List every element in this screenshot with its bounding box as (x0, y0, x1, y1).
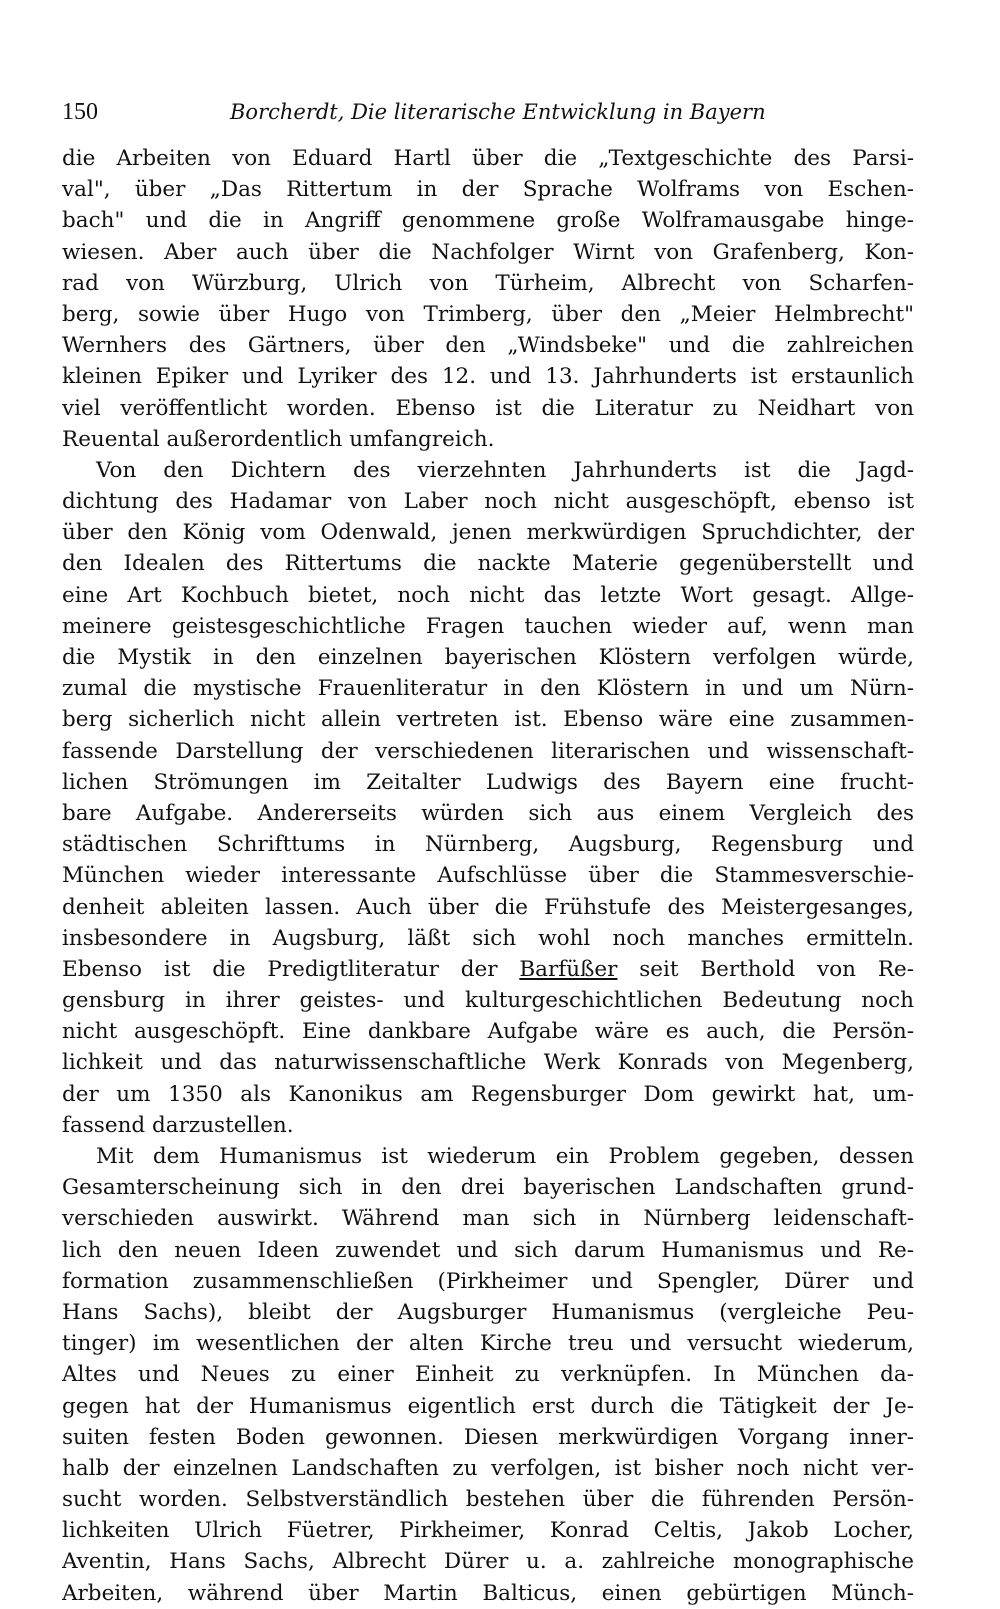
text-line: Wernhers des Gärtners, über den „Windsbeke" und die zahlreichen (62, 333, 914, 359)
text-line: verschieden auswirkt. Während man sich in Nürnberg leidenschaft- (62, 1206, 914, 1232)
text-line-with-underline (62, 954, 914, 985)
text-line: Hans Sachs), bleibt der Augsburger Humanismus (vergleiche Peu- (62, 1299, 914, 1325)
text-line: val", über „Das Rittertum in der Sprache Wolframs von Eschen- (62, 177, 914, 203)
text-line: rad von Würzburg, Ulrich von Türheim, Albrecht von Scharfen- (62, 270, 914, 296)
text-line: viel veröffentlicht worden. Ebenso ist die Literatur zu Neidhart von (62, 395, 914, 421)
text-line: Reuental außerordentlich umfangreich. (62, 426, 495, 452)
text-line: sucht worden. Selbstverständlich bestehen über die führenden Persön- (62, 1487, 914, 1513)
text-line: kleinen Epiker und Lyriker des 12. und 13. Jahrhunderts ist erstaunlich (62, 364, 914, 390)
book-page (62, 92, 914, 1606)
running-head (62, 92, 914, 132)
text-line: gegen hat der Humanismus eigentlich erst durch die Tätigkeit der Je- (62, 1393, 914, 1419)
text-line: Gesamterscheinung sich in den drei bayerischen Landschaften grund- (62, 1175, 914, 1201)
text-line: meinere geistesgeschichtliche Fragen tauchen wieder auf, wenn man (62, 613, 914, 639)
text-line: berg, sowie über Hugo von Trimberg, über den „Meier Helmbrecht" (62, 301, 914, 327)
text-line: gensburg in ihrer geistes- und kulturgeschichtlichen Bedeutung noch (62, 988, 914, 1014)
text-line: wiesen. Aber auch über die Nachfolger Wirnt von Grafenberg, Kon- (62, 239, 914, 265)
text-line: suiten festen Boden gewonnen. Diesen merkwürdigen Vorgang inner- (62, 1424, 914, 1450)
text-line: dichtung des Hadamar von Laber noch nicht ausgeschöpft, ebenso ist (62, 489, 914, 515)
body-text (62, 143, 914, 1609)
paragraph-start-line: Von den Dichtern des vierzehnten Jahrhunderts ist die Jagd- (96, 457, 914, 483)
text-line: Aventin, Hans Sachs, Albrecht Dürer u. a. zahlreiche monographische (62, 1549, 914, 1575)
text-line: eine Art Kochbuch bietet, noch nicht das letzte Wort gesagt. Allge- (62, 582, 914, 608)
text-line: Altes und Neues zu einer Einheit zu verknüpfen. In München da- (62, 1362, 914, 1388)
text-line: die Arbeiten von Eduard Hartl über die „Textgeschichte des Parsi- (62, 146, 914, 171)
text-line: bare Aufgabe. Andererseits würden sich aus einem Vergleich des (62, 800, 914, 826)
text-line: den Idealen des Rittertums die nackte Materie gegenüberstellt und (62, 551, 914, 577)
text-line: fassend darzustellen. (62, 1112, 294, 1138)
underlined-word: Barfüßer (519, 956, 618, 982)
text-line: über den König vom Odenwald, jenen merkwürdigen Spruchdichter, der (62, 520, 914, 546)
running-head-title: Borcherdt, Die literarische Entwicklung in Bayern (230, 100, 766, 124)
text-fragment: Ebenso ist die Predigtliteratur der (62, 956, 520, 982)
text-line: lichen Strömungen im Zeitalter Ludwigs des Bayern eine frucht- (62, 769, 914, 795)
text-line: lichkeiten Ulrich Füetrer, Pirkheimer, Konrad Celtis, Jakob Locher, (62, 1518, 914, 1544)
text-line: bach" und die in Angriff genommene große Wolframausgabe hinge- (62, 208, 914, 234)
text-line: denheit ableiten lassen. Auch über die Frühstufe des Meistergesanges, (62, 894, 914, 920)
text-line: halb der einzelnen Landschaften zu verfolgen, ist bisher noch nicht ver- (62, 1455, 914, 1481)
paragraph-start-line: Mit dem Humanismus ist wiederum ein Problem gegeben, dessen (96, 1144, 914, 1169)
text-line: tinger) im wesentlichen der alten Kirche treu und versucht wiederum, (62, 1331, 914, 1357)
text-line: berg sicherlich nicht allein vertreten ist. Ebenso wäre eine zusammen- (62, 707, 914, 733)
text-fragment: seit Berthold von Re- (617, 956, 914, 982)
text-line: städtischen Schrifttums in Nürnberg, Augsburg, Regensburg und (62, 832, 914, 858)
text-line: der um 1350 als Kanonikus am Regensburger Dom gewirkt hat, um- (62, 1081, 914, 1107)
page-number: 150 (62, 99, 98, 125)
text-line: insbesondere in Augsburg, läßt sich wohl noch manches ermitteln. (62, 925, 914, 951)
text-line: die Mystik in den einzelnen bayerischen Klöstern verfolgen würde, (62, 645, 914, 670)
text-line: nicht ausgeschöpft. Eine dankbare Aufgabe wäre es auch, die Persön- (62, 1019, 914, 1045)
text-line: zumal die mystische Frauenliteratur in den Klöstern in und um Nürn- (62, 676, 914, 702)
text-line: München wieder interessante Aufschlüsse über die Stammesverschie- (62, 863, 914, 889)
text-line: formation zusammenschließen (Pirkheimer und Spengler, Dürer und (62, 1268, 914, 1294)
text-line: lichkeit und das naturwissenschaftliche Werk Konrads von Megenberg, (62, 1050, 914, 1076)
text-line: fassende Darstellung der verschiedenen literarischen und wissenschaft- (62, 738, 914, 764)
text-line: Arbeiten, während über Martin Balticus, einen gebürtigen Münch- (62, 1580, 914, 1606)
text-line: lich den neuen Ideen zuwendet und sich darum Humanismus und Re- (62, 1237, 914, 1263)
